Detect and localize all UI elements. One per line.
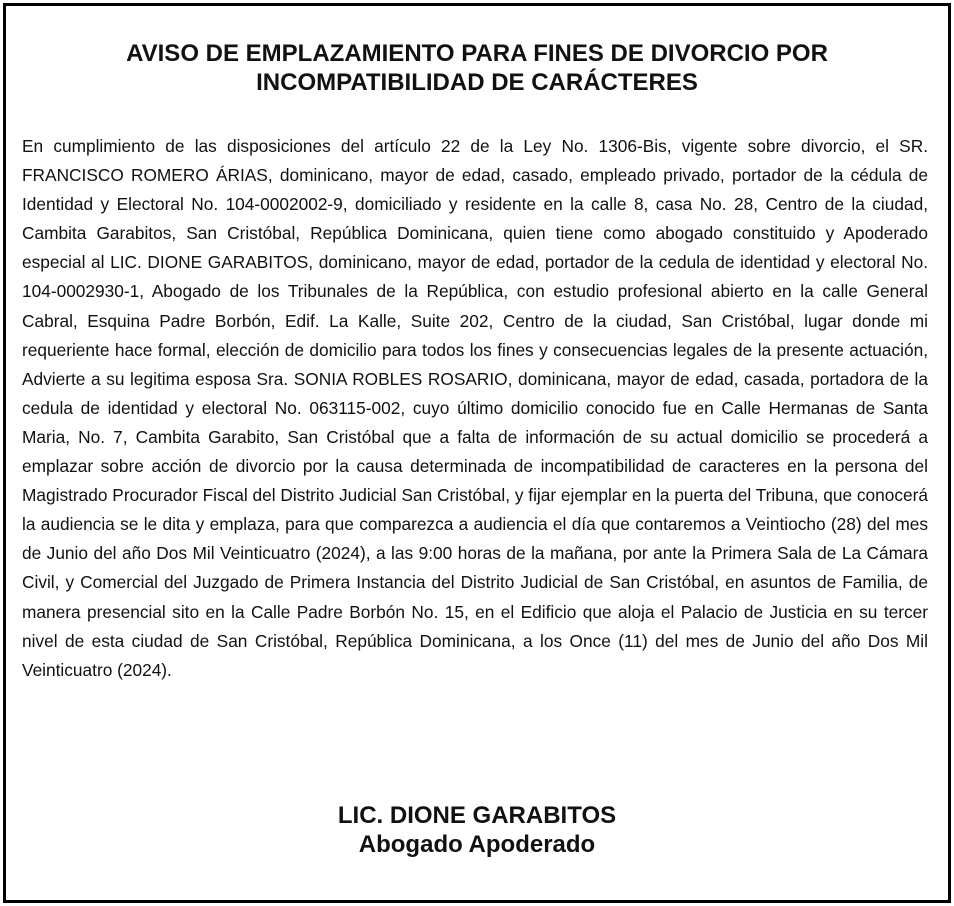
notice-title <box>6 39 948 97</box>
notice-body: En cumplimiento de las disposiciones del artículo 22 de la Ley No. 1306-Bis, vigente sobre divorcio, el SR. FRANCISCO ROMERO ÁRIAS, dominicano, mayor de edad, casado, empleado privado, portador de la cédula de Identidad y Electoral No. 104-0002002-9, domiciliado y residente en la calle 8, casa No. 28, Centro de la ciudad, Cambita Garabitos, San Cristóbal, República Dominicana, quien tiene como abogado constituido y Apoderado especial al LIC. DIONE GARABITOS, dominicano, mayor de edad, portador de la cedula de identidad y electoral No. 104-0002930-1, Abogado de los Tribunales de la República, con estudio profesional abierto en la calle General Cabral, Esquina Padre Borbón, Edif. La Kalle, Suite 202, Centro de la ciudad, San Cristóbal, lugar donde mi requeriente hace formal, elección de domicilio para todos los fines y consecuencias legales de la presente actuación, Advierte a su legitima esposa Sra. SONIA ROBLES ROSARIO, dominicana, mayor de edad, casada, portadora de la cedula de identidad y electoral No. 063115-002, cuyo último domicilio conocido fue en Calle Hermanas de Santa Maria, No. 7, Cambita Garabito, San Cristóbal que a falta de información de su actual domicilio se procederá a emplazar sobre acción de divorcio por la causa determinada de incompatibilidad de caracteres en la persona del Magistrado Procurador Fiscal del Distrito Judicial San Cristóbal, y fijar ejemplar en la puerta del Tribuna, que conocerá la audiencia se le dita y emplaza, para que comparezca a audiencia el día que contaremos a Veintiocho (28) del mes de Junio del año Dos Mil Veinticuatro (2024), a las 9:00 horas de la mañana, por ante la Primera Sala de La Cámara Civil, y Comercial del Juzgado de Primera Instancia del Distrito Judicial de San Cristóbal, en asuntos de Familia, de manera presencial sito en la Calle Padre Borbón No. 15, en el Edificio que aloja el Palacio de Justicia en su tercer nivel de esta ciudad de San Cristóbal, República Dominicana, a los Once (11) del mes de Junio del año Dos Mil Veinticuatro (2024). <box>22 136 928 680</box>
notice-border <box>3 3 951 903</box>
signature-role: Abogado Apoderado <box>358 831 596 858</box>
signature-block <box>6 801 948 859</box>
notice-title-line-1: AVISO DE EMPLAZAMIENTO PARA FINES DE DIVORCIO POR <box>126 40 828 67</box>
notice-title-line-2: INCOMPATIBILIDAD DE CARÁCTERES <box>256 69 698 96</box>
signature-name: LIC. DIONE GARABITOS <box>337 802 617 829</box>
